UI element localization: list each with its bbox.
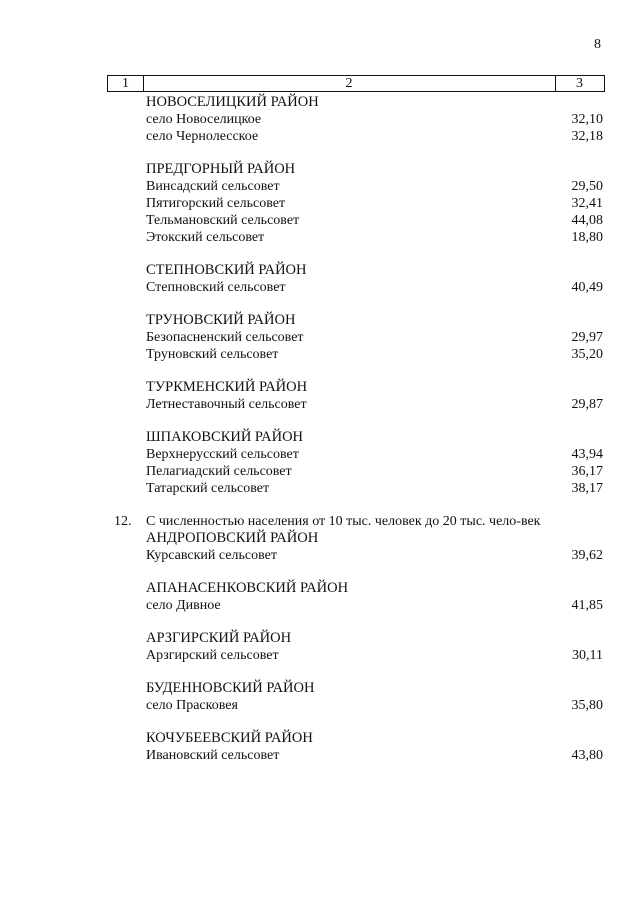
- list-item: [0, 446, 639, 463]
- district-heading: ШПАКОВСКИЙ РАЙОН: [146, 429, 304, 445]
- settlement-name: Тельмановский сельсовет: [146, 213, 300, 228]
- settlement-name: Безопасненский сельсовет: [146, 330, 304, 345]
- settlement-value: 29,50: [571, 179, 603, 194]
- settlement-name: Ивановский сельсовет: [146, 748, 280, 763]
- settlement-value: 29,97: [571, 330, 603, 345]
- list-item: [0, 647, 639, 664]
- spacer: [0, 413, 639, 429]
- district-heading: СТЕПНОВСКИЙ РАЙОН: [146, 262, 307, 278]
- settlement-value: 41,85: [571, 598, 603, 613]
- district-heading: ПРЕДГОРНЫЙ РАЙОН: [146, 161, 296, 177]
- list-item: [0, 212, 639, 229]
- settlement-value: 35,80: [571, 698, 603, 713]
- settlement-name: село Новоселицкое: [146, 112, 262, 127]
- settlement-value: 38,17: [571, 481, 603, 496]
- list-item: [0, 178, 639, 195]
- spacer: [0, 664, 639, 680]
- spacer: [0, 714, 639, 730]
- settlement-name: Летнеставочный сельсовет: [146, 397, 307, 412]
- settlement-value: 43,80: [571, 748, 603, 763]
- section-title: С численностью населения от 10 тыс. человек до 20 тыс. чело-век: [146, 514, 541, 529]
- settlement-name: Этокский сельсовет: [146, 230, 265, 245]
- district-heading: ТРУНОВСКИЙ РАЙОН: [146, 312, 296, 328]
- settlement-value: 32,41: [571, 196, 603, 211]
- settlement-name: Курсавский сельсовет: [146, 548, 277, 563]
- district-heading: АНДРОПОВСКИЙ РАЙОН: [146, 530, 319, 546]
- column-header-3: 3: [576, 76, 583, 91]
- settlement-name: Верхнерусский сельсовет: [146, 447, 299, 462]
- settlement-value: 39,62: [571, 548, 603, 563]
- spacer: [0, 614, 639, 630]
- list-item: [0, 195, 639, 212]
- list-item: [0, 747, 639, 764]
- settlement-value: 32,10: [571, 112, 603, 127]
- section-number: 12.: [114, 514, 132, 529]
- settlement-value: 44,08: [571, 213, 603, 228]
- settlement-name: Пятигорский сельсовет: [146, 196, 286, 211]
- list-item: [0, 229, 639, 246]
- list-item: [0, 697, 639, 714]
- list-item: [0, 279, 639, 296]
- settlement-value: 29,87: [571, 397, 603, 412]
- settlement-value: 43,94: [571, 447, 603, 462]
- settlement-name: село Дивное: [146, 598, 221, 613]
- district-heading: АРЗГИРСКИЙ РАЙОН: [146, 630, 292, 646]
- spacer: [0, 296, 639, 312]
- settlement-name: село Прасковея: [146, 698, 238, 713]
- settlement-value: 30,11: [572, 648, 603, 663]
- district-heading: КОЧУБЕЕВСКИЙ РАЙОН: [146, 730, 313, 746]
- settlement-value: 18,80: [571, 230, 603, 245]
- settlement-name: село Чернолесское: [146, 129, 259, 144]
- list-item: [0, 480, 639, 497]
- settlement-value: 35,20: [571, 347, 603, 362]
- list-item: [0, 111, 639, 128]
- document-body: [0, 94, 639, 764]
- district-heading: ТУРКМЕНСКИЙ РАЙОН: [146, 379, 308, 395]
- settlement-name: Степновский сельсовет: [146, 280, 286, 295]
- list-item: [0, 128, 639, 145]
- page-number: 8: [594, 37, 601, 52]
- district-heading: НОВОСЕЛИЦКИЙ РАЙОН: [146, 94, 319, 110]
- settlement-value: 32,18: [571, 129, 603, 144]
- list-item: [0, 597, 639, 614]
- column-header-2: 2: [143, 76, 556, 91]
- spacer: [0, 145, 639, 161]
- list-item: [0, 463, 639, 480]
- settlement-value: 40,49: [571, 280, 603, 295]
- settlement-name: Пелагиадский сельсовет: [146, 464, 292, 479]
- district-heading: БУДЕННОВСКИЙ РАЙОН: [146, 680, 315, 696]
- list-item: [0, 329, 639, 346]
- list-item: [0, 396, 639, 413]
- settlement-value: 36,17: [571, 464, 603, 479]
- district-heading: АПАНАСЕНКОВСКИЙ РАЙОН: [146, 580, 349, 596]
- settlement-name: Арзгирский сельсовет: [146, 648, 279, 663]
- column-header-1: 1: [108, 76, 144, 91]
- spacer: [0, 246, 639, 262]
- spacer: [0, 363, 639, 379]
- spacer: [0, 564, 639, 580]
- section-heading: [0, 513, 639, 530]
- list-item: [0, 547, 639, 564]
- spacer: [0, 497, 639, 513]
- column-header-row: [107, 75, 605, 92]
- settlement-name: Винсадский сельсовет: [146, 179, 280, 194]
- list-item: [0, 346, 639, 363]
- settlement-name: Труновский сельсовет: [146, 347, 279, 362]
- settlement-name: Татарский сельсовет: [146, 481, 270, 496]
